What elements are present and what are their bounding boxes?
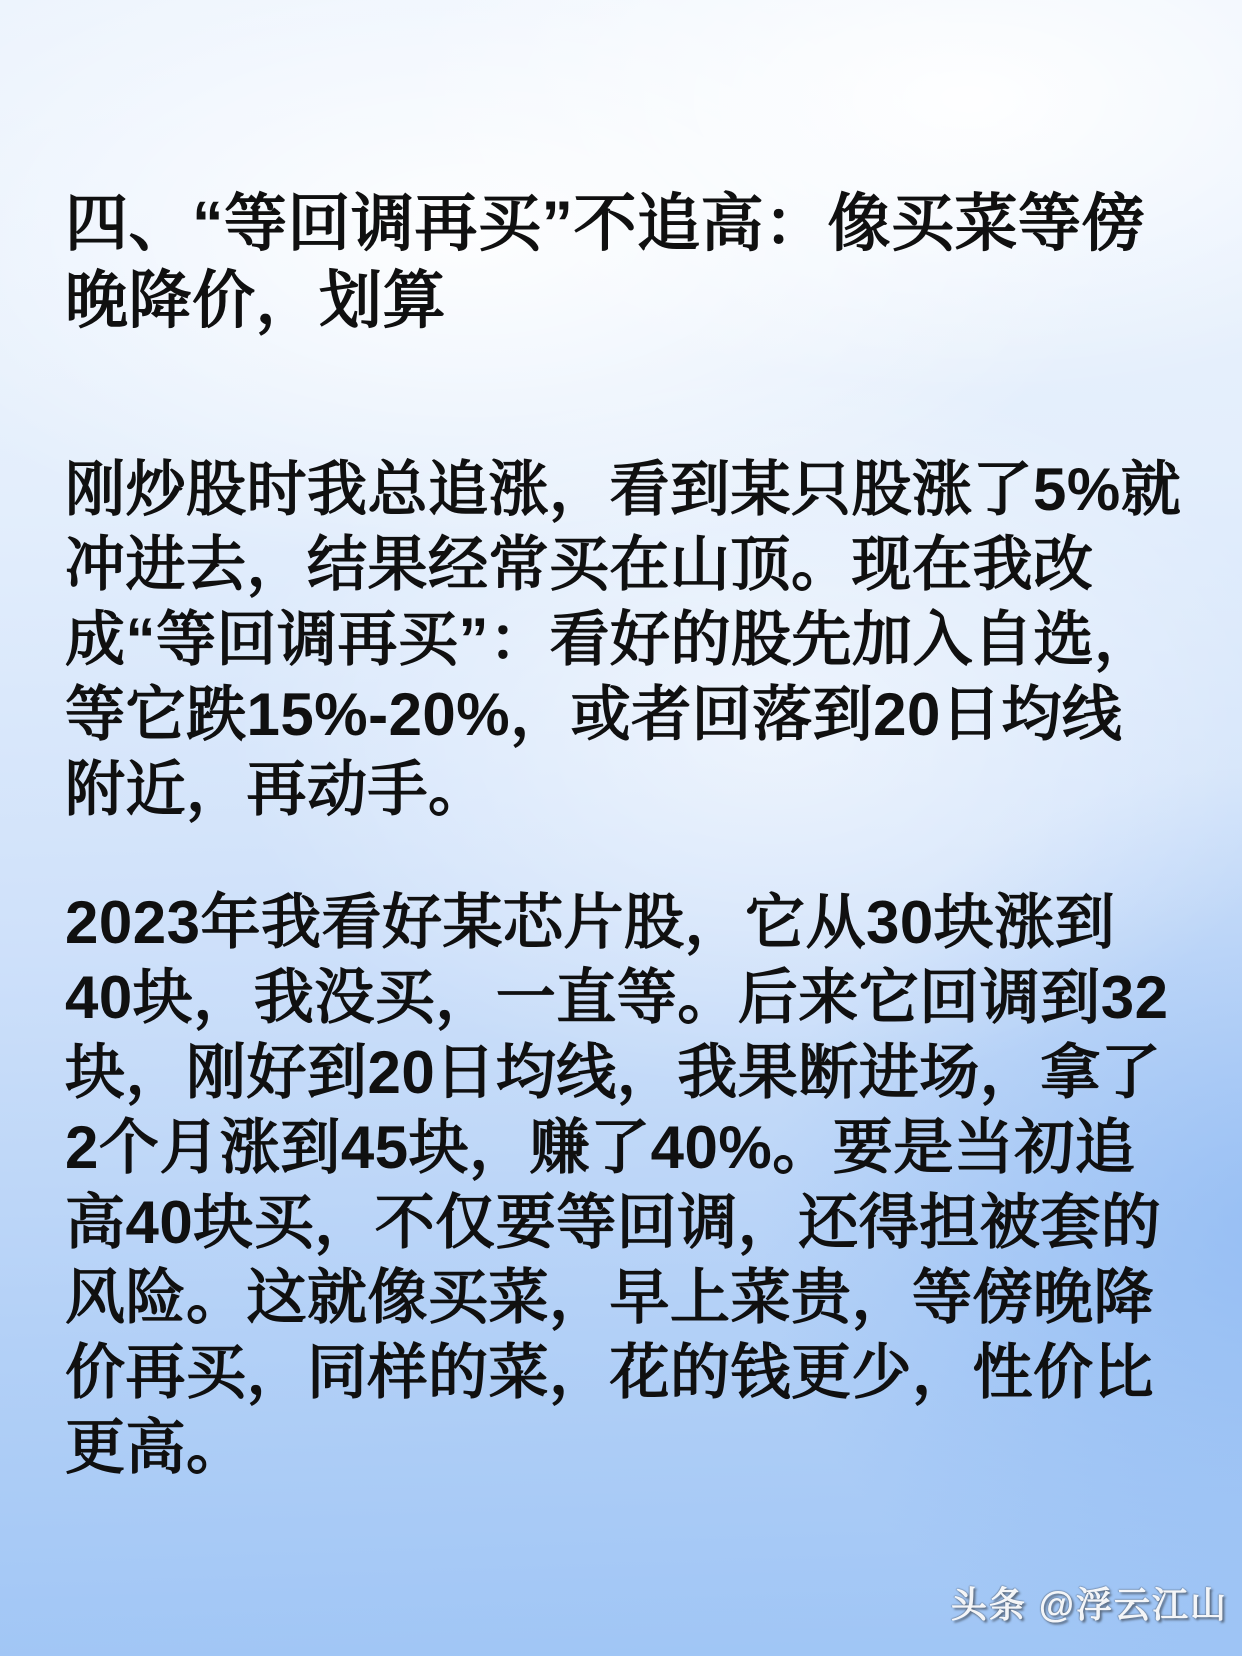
article-content [65,186,1182,1485]
watermark-author: 头条 @浮云江山 [950,1584,1228,1625]
article-paragraph-2: 2023年我看好某芯片股，它从30块涨到40块，我没买，一直等。后来它回调到32块，刚好到20日均线，我果断进场，拿了2个月涨到45块，赚了40%。要是当初追高40块买，不仅要等回调，还得担被套的风险。这就像买菜，早上菜贵，等傍晚降价再买，同样的菜，花的钱更少，性价比更高。 [65,889,1169,1481]
article-paragraph-1: 刚炒股时我总追涨，看到某只股涨了5%就冲进去，结果经常买在山顶。现在我改成“等回调再买”：看好的股先加入自选，等它跌15%-20%，或者回落到20日均线附近，再动手。 [65,456,1182,823]
article-title: 四、“等回调再买”不追高：像买菜等傍晚降价，划算 [65,189,1145,336]
